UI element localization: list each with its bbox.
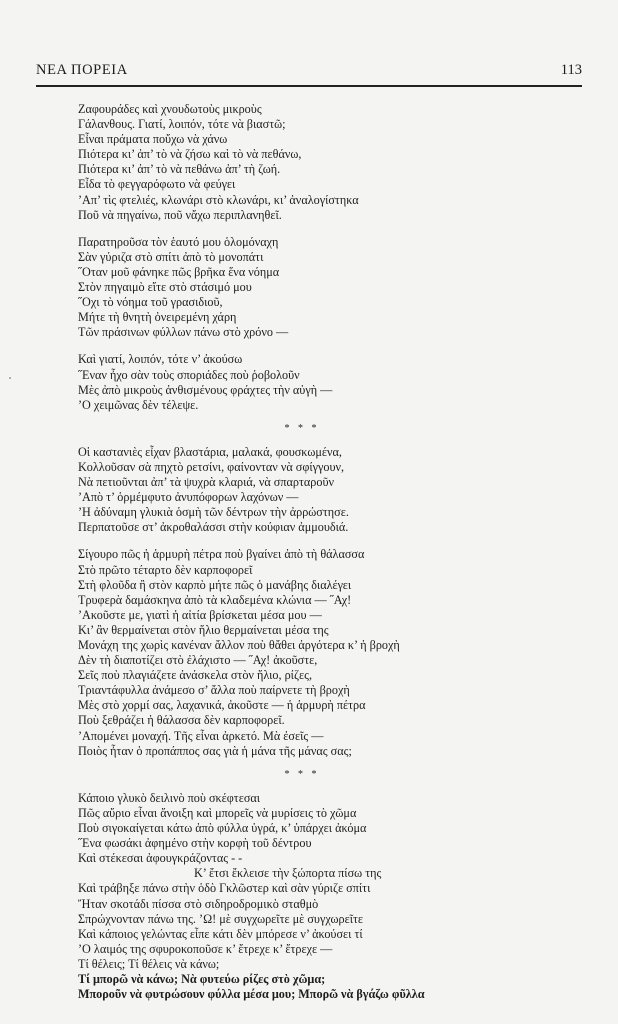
poem-line: Μήτε τὴ θνητὴ ὀνειρεμένη χάρη (78, 310, 237, 325)
poem-line: Σεῖς ποὺ πλαγιάζετε ἀνάσκελα στὸν ἥλιο, ρίζες, (78, 668, 312, 683)
poem-line: Πιότερα κι’ ἀπ’ τὸ νὰ πεθάνω ἀπ’ τὴ ζωή. (78, 162, 281, 177)
poem-line: ˝Εναν ἦχο σὰν τοὺς σποριάδες ποὺ ῥοβολοῦν (78, 367, 300, 382)
poem-line: Ποῦ νὰ πηγαίνω, ποῦ νἄχω περιπλανηθεῖ. (78, 207, 282, 222)
poem-line: Περπατοῦσε στ’ ἀκροθαλάσσι στὴν κούφιαν ἀμμουδιά. (78, 520, 349, 535)
poem-line: Σὰν γύριζα στὸ σπίτι ἀπὸ τὸ μονοπάτι (78, 249, 264, 264)
poem-line: Τῶν πράσινων φύλλων πάνω στὸ χρόνο — (78, 325, 289, 340)
journal-title: ΝΕΑ ΠΟΡΕΙΑ (36, 62, 128, 78)
poem-line: Μονάχη της χωρὶς κανέναν ἄλλον ποὺ θἄθει ἀργότερα κ’ ἡ βροχὴ (78, 638, 400, 652)
poem-body (78, 102, 518, 1014)
stanza-1 (78, 102, 518, 223)
margin-speck (9, 377, 11, 379)
poem-line: ’Ακοῦστε με, γιατὶ ἡ αἰτία βρίσκεται μέσα μου — (78, 607, 322, 622)
poem-line: Εἶναι πράματα ποὔχω νὰ χάνω (78, 132, 228, 147)
page-number: 113 (560, 62, 582, 78)
poem-line: ’Η ἀδύναμη γλυκιὰ ὁσμὴ τῶν δέντρων τὴν ἀρρώστησε. (78, 505, 349, 520)
poem-line-bold: Μποροῦν νὰ φυτρώσουν φύλλα μέσα μου; Μπορῶ νὰ βγάζω φῦλλα (78, 987, 425, 1002)
poem-line-indented: Κ’ ἔτσι ἔκλεισε τὴν ξώπορτα πίσω της (194, 866, 382, 881)
poem-line: Ἤταν σκοτάδι πίσσα στὸ σιδηροδρομικὸ σταθμὸ (78, 896, 319, 911)
poem-line: Μὲς στὸ χορμί σας, λαχανικά, ἀκοῦστε — ἡ ἁρμυρὴ πέτρα (78, 698, 366, 713)
poem-line: Εἶδα τὸ φεγγαρόφωτο νὰ φεύγει (78, 177, 236, 192)
poem-line: ’Απ’ τὶς φτελιές, κλωνάρι στὸ κλωνάρι, κι’ ἀναλογίστηκα (78, 192, 359, 207)
poem-line: Στὸν πηγαιμὸ εἴτε στὸ στάσιμό μου (78, 280, 252, 295)
stanza-4 (78, 445, 518, 536)
poem-line: Κι’ ἂν θερμαίνεται στὸν ἥλιο θερμαίνεται μέσα της (78, 622, 329, 637)
poem-line: Στὴ φλοῦδα ἢ στὸν καρπὸ μήτε πῶς ὁ μανάβης διαλέγει (78, 577, 352, 592)
poem-line: Γάλανθους. Γιατί, λοιπόν, τότε νὰ βιαστῶ; (78, 117, 286, 132)
poem-line: Πῶς αὔριο εἶναι ἄνοιξη καὶ μπορεῖς νὰ μυρίσεις τὸ χῶμα (78, 805, 357, 820)
poem-line-bold: Τί μπορῶ νὰ κάνω; Νὰ φυτεύω ρίζες στὸ χῶμα; (78, 971, 326, 986)
section-separator: * * * (284, 422, 320, 434)
poem-line: Ποιὸς ἦταν ὁ προπάππος σας γιὰ ἡ μάνα τῆς μάνας σας; (78, 743, 352, 758)
stanza-2 (78, 235, 518, 341)
poem-line: Δὲν τὴ διαποτίζει στὸ ἐλάχιστο — ˝Αχ! ἀκοῦστε, (78, 653, 318, 668)
poem-line: Τριαντάφυλλα ἀνάμεσο σ’ ἄλλα ποὺ παίρνετε τὴ βροχὴ (78, 683, 350, 698)
poem-line: Ζαφουράδες καὶ χνουδωτοὺς μικροὺς (78, 102, 262, 116)
poem-line: Νὰ πετιοῦνται ἀπ’ τὰ ψυχρὰ κλαριά, νὰ σπαρταροῦν (78, 475, 334, 490)
poem-line: Καὶ στέκεσαι ἀφουγκράζοντας - - (78, 851, 243, 866)
poem-line: ˝Ενα φωσάκι ἀφημένο στὴν κορφὴ τοῦ δέντρου (78, 836, 312, 851)
page-header (36, 62, 582, 84)
poem-line: Κάποιο γλυκὸ δειλινὸ ποὺ σκέφτεσαι (78, 790, 261, 805)
poem-line: Ποὺ σιγοκαίγεται κάτω ἀπὸ φύλλα ὑγρά, κ’ ὑπάρχει ἀκόμα (78, 821, 367, 836)
poem-line: Πιότερα κι’ ἀπ’ τὸ νὰ ζήσω καὶ τὸ νὰ πεθάνω, (78, 147, 302, 162)
poem-line: Στὸ πρῶτο τέταρτο δὲν καρποφορεῖ (78, 562, 253, 577)
poem-line: ’Απομένει μοναχή. Τῆς εἶναι ἀρκετό. Μὰ ἐσεῖς — (78, 728, 324, 743)
poem-line: ˝Οταν μοῦ φάνηκε πῶς βρῆκα ἕνα νόημα (78, 264, 280, 279)
stanza-5 (78, 547, 518, 758)
poem-line: ’Ο λαιμός της σφυροκοποῦσε κ’ ἔτρεχε κ’ ἔτρεχε — (78, 941, 333, 956)
poem-line: Οἱ καστανιὲς εἶχαν βλαστάρια, μαλακά, φουσκωμένα, (78, 444, 342, 459)
poem-line: ’Απὸ τ’ ὁρμέμφυτο ἀνυπόφορων λαχόνων — (78, 490, 299, 505)
poem-line: ’Ο χειμῶνας δὲν τέλεψε. (78, 397, 199, 412)
poem-line: Μὲς ἀπὸ μικροὺς ἀνθισμένους φράχτες τὴν αὐγὴ — (78, 382, 333, 397)
poem-line: Τί θέλεις; Τί θέλεις νὰ κάνω; (78, 956, 220, 971)
poem-line: ˝Οχι τὸ νόημα τοῦ γρασιδιοῦ, (78, 295, 223, 310)
poem-line: Σίγουρο πῶς ἡ ἁρμυρὴ πέτρα ποὺ βγαίνει ἀπὸ τὴ θάλασσα (78, 547, 365, 562)
stanza-3 (78, 352, 518, 412)
poem-line: Ποὺ ξεθράζει ἡ θάλασσα δὲν καρποφορεῖ. (78, 713, 285, 728)
poem-line: Καὶ τράβηξε πάνω στὴν ὁδὸ Γκλῶστερ καὶ σὰν γύριζε σπίτι (78, 881, 371, 896)
poem-line: Σπρώχνονταν πάνω της. ’Ω! μὲ συγχωρεῖτε μὲ συγχωρεῖτε (78, 911, 363, 926)
poem-line: Καὶ γιατί, λοιπόν, τότε ν’ ἀκούσω (78, 352, 243, 367)
header-rule (36, 85, 582, 87)
poem-line: Κολλοῦσαν σὰ πηχτὸ ρετσίνι, φαίνονταν νὰ σφίγγουν, (78, 459, 345, 474)
poem-line: Παρατηροῦσα τὸν ἑαυτό μου ὁλομόναχη (78, 234, 279, 249)
stanza-6 (78, 791, 518, 1002)
poem-line: Τρυφερὰ δαμάσκηνα ἀπὸ τὰ κλαδεμένα κλώνια — ˝Αχ! (78, 592, 352, 607)
poem-line: Καὶ κάποιος γελώντας εἶπε κάτι δὲν μπόρεσε ν’ ἀκούσει τί (78, 926, 363, 941)
section-separator: * * * (284, 768, 320, 780)
